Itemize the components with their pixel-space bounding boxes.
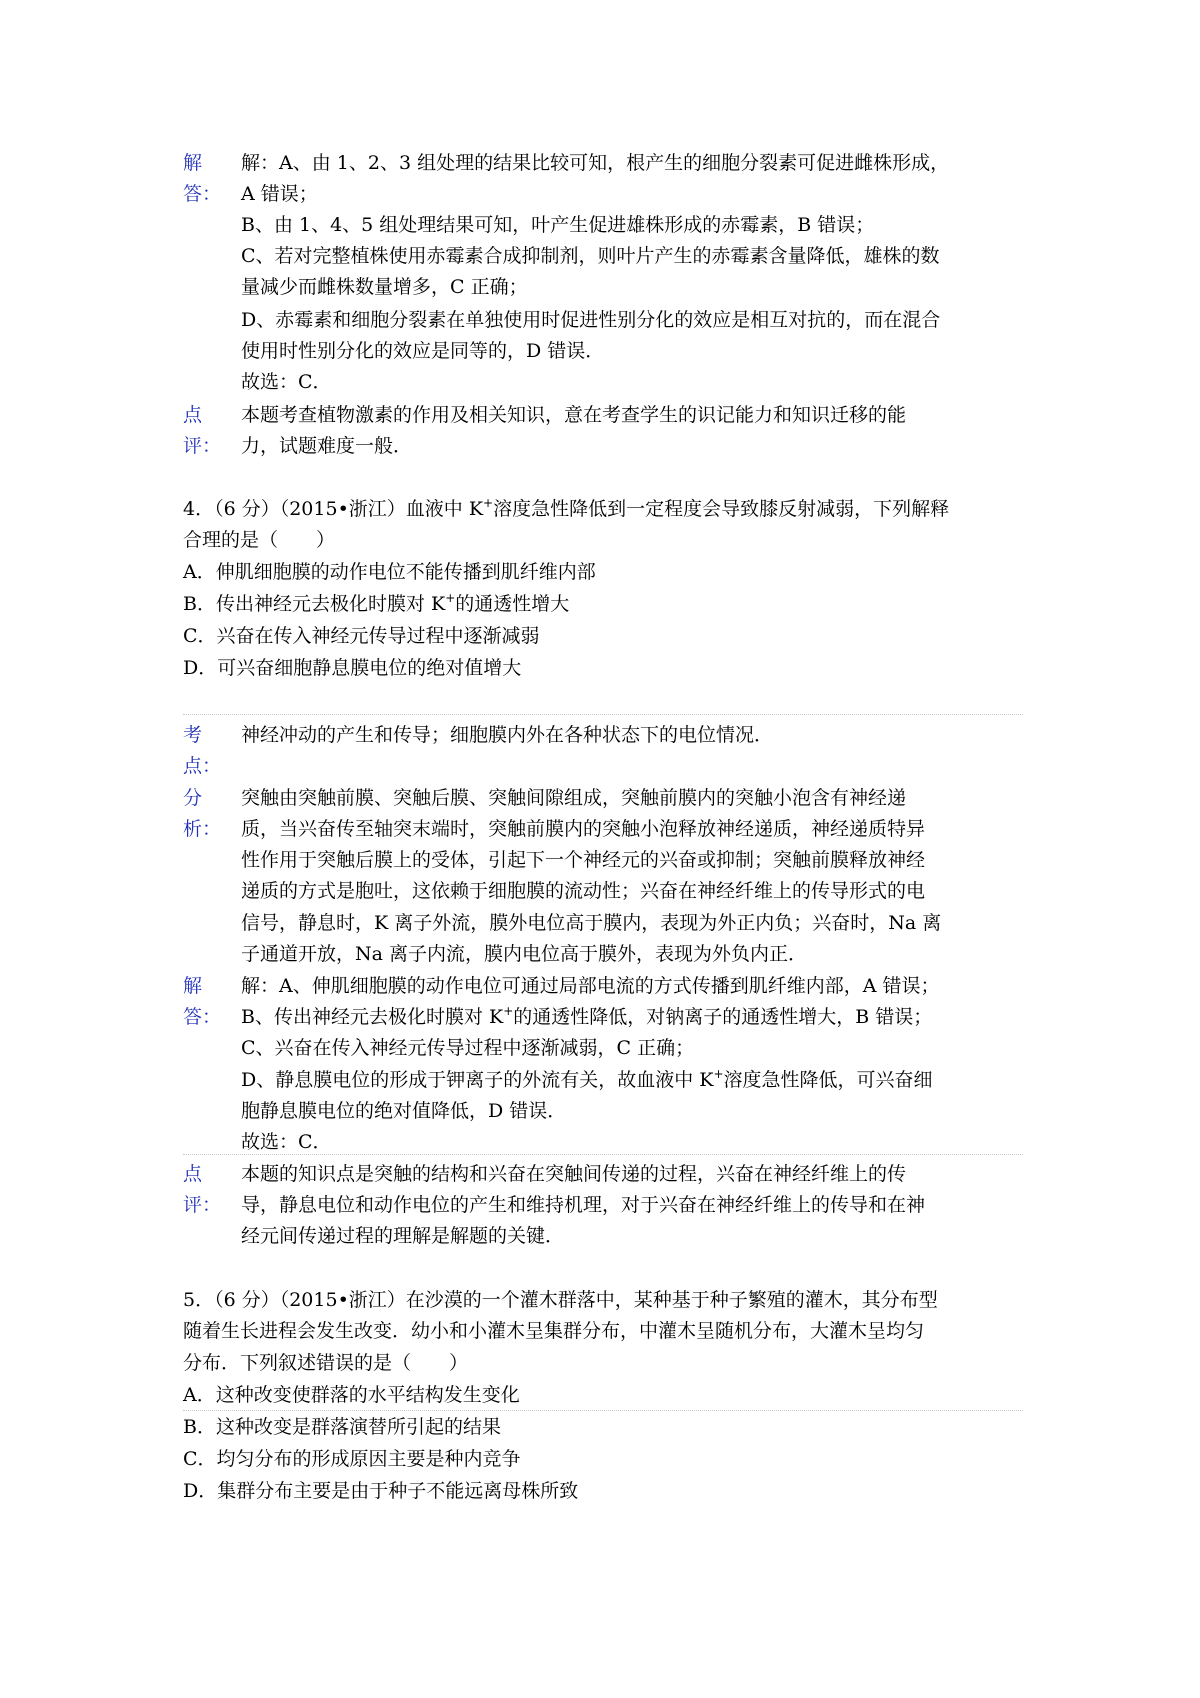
comment-line: 经元间传递过程的理解是解题的关键． <box>241 1225 565 1247</box>
keypoint-text: 神经冲动的产生和传导；细胞膜内外在各种状态下的电位情况． <box>241 724 774 746</box>
question-5-stem: 分布．下列叙述错误的是（ ） <box>183 1352 469 1374</box>
answer-line: 解：A、伸肌细胞膜的动作电位可通过局部电流的方式传播到肌纤维内部，A 错误； <box>241 975 940 997</box>
keypoint-label: 考 <box>183 724 203 746</box>
keypoint-label: 点： <box>183 755 222 777</box>
question-5-option-d: D．集群分布主要是由于种子不能远离母株所致 <box>183 1480 579 1502</box>
divider <box>183 1410 1023 1411</box>
analysis-line: 突触由突触前膜、突触后膜、突触间隙组成，突触前膜内的突触小泡含有神经递 <box>241 787 907 809</box>
question-5-stem: 随着生长进程会发生改变．幼小和小灌木呈集群分布，中灌木呈随机分布，大灌木呈均匀 <box>183 1320 925 1342</box>
answer-line: 使用时性别分化的效应是同等的，D 错误． <box>241 340 605 362</box>
analysis-line: 信号，静息时，K 离子外流，膜外电位高于膜内，表现为外正内负；兴奋时，Na 离 <box>241 912 942 934</box>
analysis-line: 子通道开放，Na 离子内流，膜内电位高于膜外，表现为外负内正． <box>241 943 807 965</box>
answer-line: B、传出神经元去极化时膜对 K+的通透性降低，对钠离子的通透性增大，B 错误； <box>241 1003 933 1028</box>
divider <box>183 1154 1023 1155</box>
question-4-option-a: A．伸肌细胞膜的动作电位不能传播到肌纤维内部 <box>183 561 596 583</box>
answer-line: 量减少而雌株数量增多，C 正确； <box>241 276 528 298</box>
question-4-stem: 4．（6 分）（2015•浙江）血液中 K+溶度急性降低到一定程度会导致膝反射减弱，下列解释 <box>183 495 950 520</box>
question-4-option-c: C．兴奋在传入神经元传导过程中逐渐减弱 <box>183 625 540 647</box>
answer-line: A 错误； <box>241 183 318 205</box>
comment-label: 评： <box>183 1194 222 1216</box>
analysis-line: 性作用于突触后膜上的受体，引起下一个神经元的兴奋或抑制；突触前膜释放神经 <box>241 849 926 871</box>
analysis-label: 析： <box>183 818 222 840</box>
answer-line: D、静息膜电位的形成于钾离子的外流有关，故血液中 K+溶度急性降低，可兴奋细 <box>241 1066 933 1091</box>
answer-line: C、若对完整植株使用赤霉素合成抑制剂，则叶片产生的赤霉素含量降低，雄株的数 <box>241 245 940 267</box>
question-4-option-b: B．传出神经元去极化时膜对 K+的通透性增大 <box>183 590 570 615</box>
answer-label: 答： <box>183 183 222 205</box>
question-5-option-c: C．均匀分布的形成原因主要是种内竞争 <box>183 1448 521 1470</box>
question-5-option-b: B．这种改变是群落演替所引起的结果 <box>183 1416 501 1438</box>
comment-label: 评： <box>183 435 222 457</box>
answer-label: 解 <box>183 975 203 997</box>
comment-line: 导，静息电位和动作电位的产生和维持机理，对于兴奋在神经纤维上的传导和在神 <box>241 1194 926 1216</box>
answer-line: D、赤霉素和细胞分裂素在单独使用时促进性别分化的效应是相互对抗的，而在混合 <box>241 309 941 331</box>
comment-line: 力，试题难度一般． <box>241 435 413 457</box>
answer-line: 胞静息膜电位的绝对值降低，D 错误． <box>241 1100 567 1122</box>
question-5-stem: 5．（6 分）（2015•浙江）在沙漠的一个灌木群落中，某种基于种子繁殖的灌木，其分布型 <box>183 1289 938 1311</box>
divider <box>183 714 1023 715</box>
comment-label: 点 <box>183 404 203 426</box>
question-5-option-a: A．这种改变使群落的水平结构发生变化 <box>183 1384 520 1406</box>
answer-line: C、兴奋在传入神经元传导过程中逐渐减弱，C 正确； <box>241 1037 695 1059</box>
answer-line: 故选：C． <box>241 1131 332 1153</box>
comment-line: 本题的知识点是突触的结构和兴奋在突触间传递的过程，兴奋在神经纤维上的传 <box>241 1163 907 1185</box>
analysis-line: 递质的方式是胞吐，这依赖于细胞膜的流动性；兴奋在神经纤维上的传导形式的电 <box>241 880 926 902</box>
answer-line: 解：A、由 1、2、3 组处理的结果比较可知，根产生的细胞分裂素可促进雌株形成， <box>241 152 950 174</box>
answer-label: 解 <box>183 152 203 174</box>
question-4-option-d: D．可兴奋细胞静息膜电位的绝对值增大 <box>183 657 522 679</box>
question-4-stem: 合理的是（ ） <box>183 529 336 551</box>
answer-line: B、由 1、4、5 组处理结果可知，叶产生促进雄株形成的赤霉素，B 错误； <box>241 214 875 236</box>
comment-line: 本题考查植物激素的作用及相关知识，意在考查学生的识记能力和知识迁移的能 <box>241 404 907 426</box>
comment-label: 点 <box>183 1163 203 1185</box>
answer-line: 故选：C． <box>241 371 332 393</box>
answer-label: 答： <box>183 1006 222 1028</box>
analysis-label: 分 <box>183 787 203 809</box>
analysis-line: 质，当兴奋传至轴突末端时，突触前膜内的突触小泡释放神经递质，神经递质特异 <box>241 818 926 840</box>
